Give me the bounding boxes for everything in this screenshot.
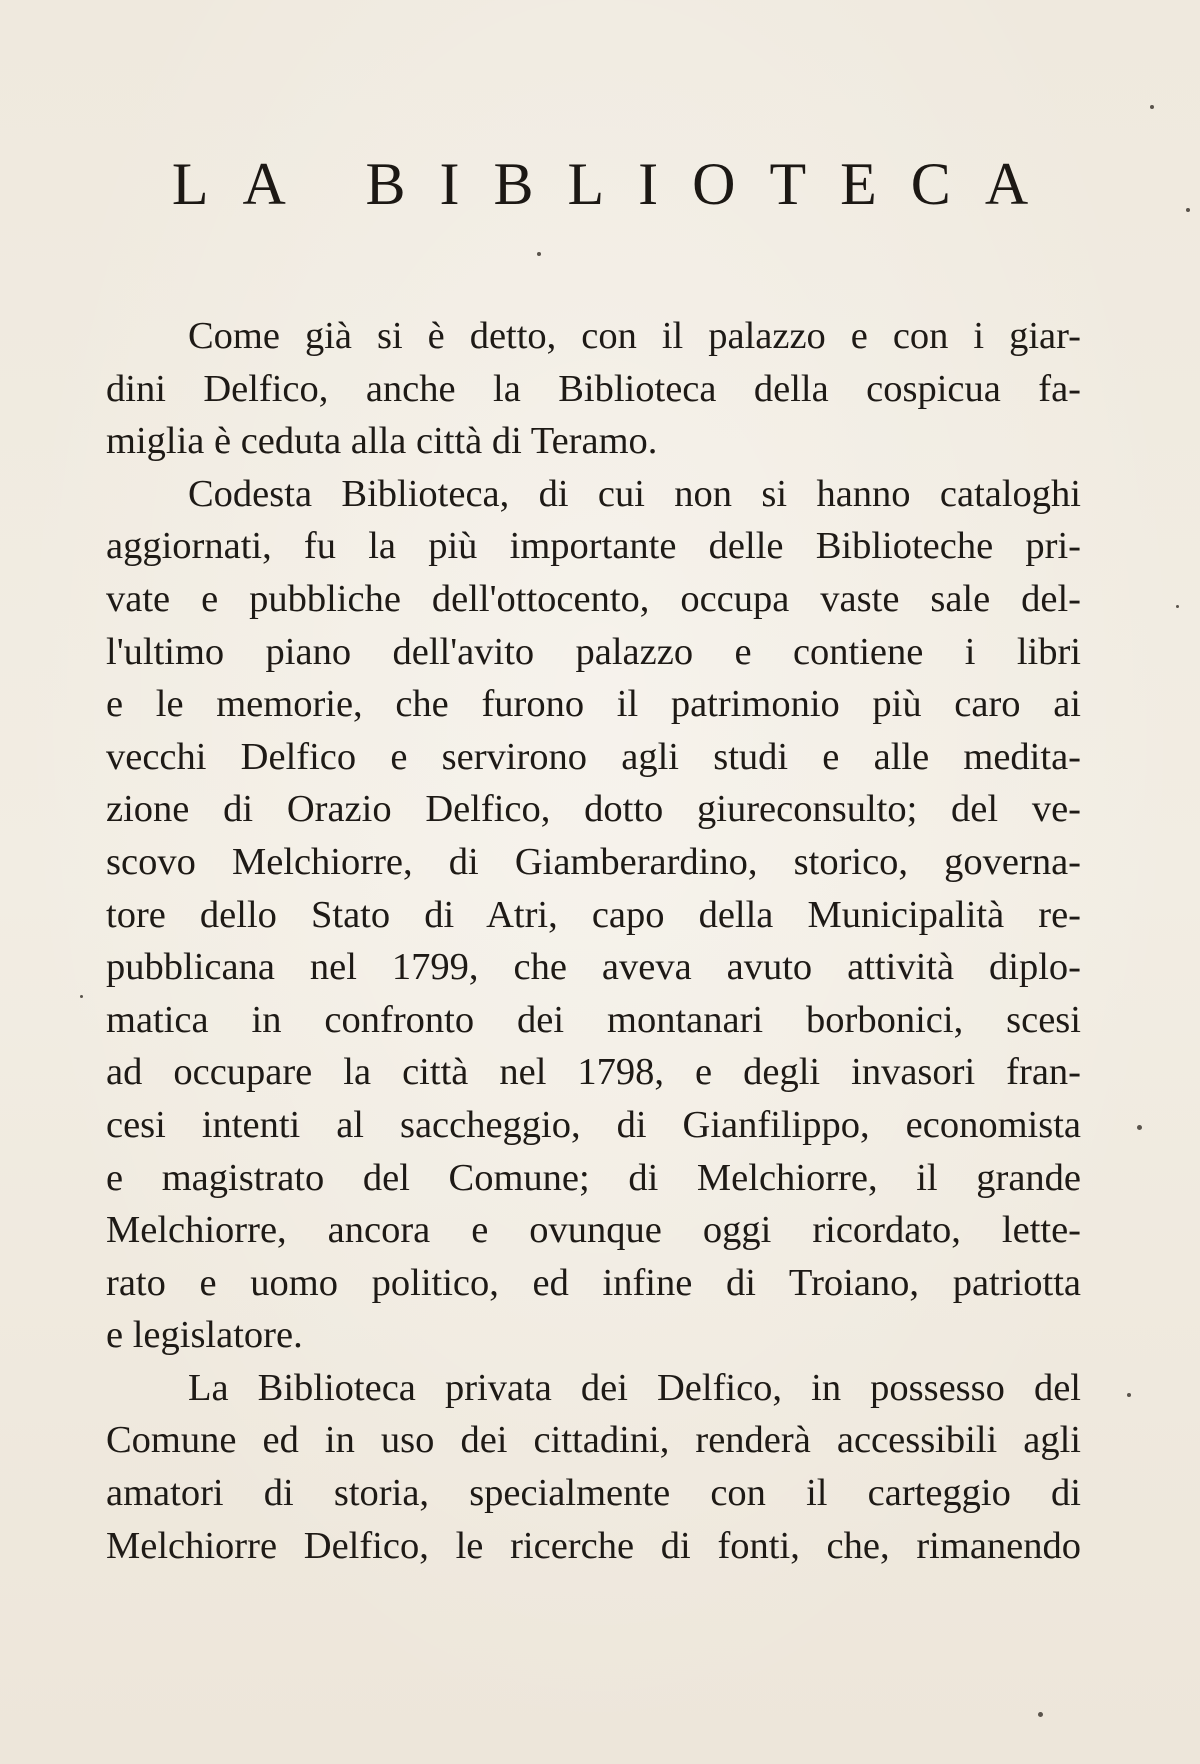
paper-speck [1137,1125,1142,1130]
paper-speck [1127,1393,1131,1397]
paragraph-3 [106,1362,1081,1572]
text-line: e magistrato del Comune; di Melchiorre, il grande [106,1156,1081,1199]
paper-speck [1038,1712,1043,1717]
text-line: Codesta Biblioteca, di cui non si hanno cataloghi [188,472,1081,515]
text-line: e legislatore. [106,1314,303,1357]
text-line: Comune ed in uso dei cittadini, renderà accessibili agli [106,1419,1081,1462]
text-line: scovo Melchiorre, di Giamberardino, storico, governa- [106,840,1081,883]
text-line: cesi intenti al saccheggio, di Gianfilippo, economista [106,1103,1081,1146]
text-line: Come già si è detto, con il palazzo e con i giar- [188,315,1081,357]
text-line: l'ultimo piano dell'avito palazzo e contiene i libri [106,630,1081,673]
paper-speck [1150,105,1154,109]
paper-speck [1176,605,1179,608]
text-line: miglia è ceduta alla città di Teramo. [106,420,658,463]
text-line: dini Delfico, anche la Biblioteca della cospicua fa- [106,367,1081,410]
text-line: aggiornati, fu la più importante delle Biblioteche pri- [106,525,1081,568]
text-line: La Biblioteca privata dei Delfico, in possesso del [188,1366,1081,1409]
text-line: pubblicana nel 1799, che aveva avuto attività diplo- [106,946,1081,989]
text-line: tore dello Stato di Atri, capo della Municipalità re- [106,893,1081,936]
text-line: e le memorie, che furono il patrimonio più caro ai [106,683,1081,726]
text-line: Melchiorre Delfico, le ricerche di fonti, che, rimanendo [106,1524,1081,1567]
page-title: LA BIBLIOTECA [171,151,1063,217]
text-line: vecchi Delfico e servirono agli studi e alle medita- [106,735,1081,778]
paper-speck [537,252,541,256]
text-line: rato e uomo politico, ed infine di Troiano, patriotta [106,1261,1081,1304]
paragraph-2 [106,468,1081,1362]
text-line: amatori di storia, specialmente con il carteggio di [106,1472,1081,1515]
text-line: ad occupare la città nel 1798, e degli invasori fran- [106,1051,1081,1094]
paper-speck [1186,208,1190,212]
text-line: Melchiorre, ancora e ovunque oggi ricordato, lette- [106,1209,1081,1252]
text-line: vate e pubbliche dell'ottocento, occupa vaste sale del- [106,577,1081,620]
text-line: zione di Orazio Delfico, dotto giureconsulto; del ve- [106,788,1081,831]
paragraph-1 [106,310,1081,468]
body-text [106,310,1081,1572]
paper-speck [80,995,83,998]
text-line: matica in confronto dei montanari borbonici, scesi [106,998,1081,1041]
